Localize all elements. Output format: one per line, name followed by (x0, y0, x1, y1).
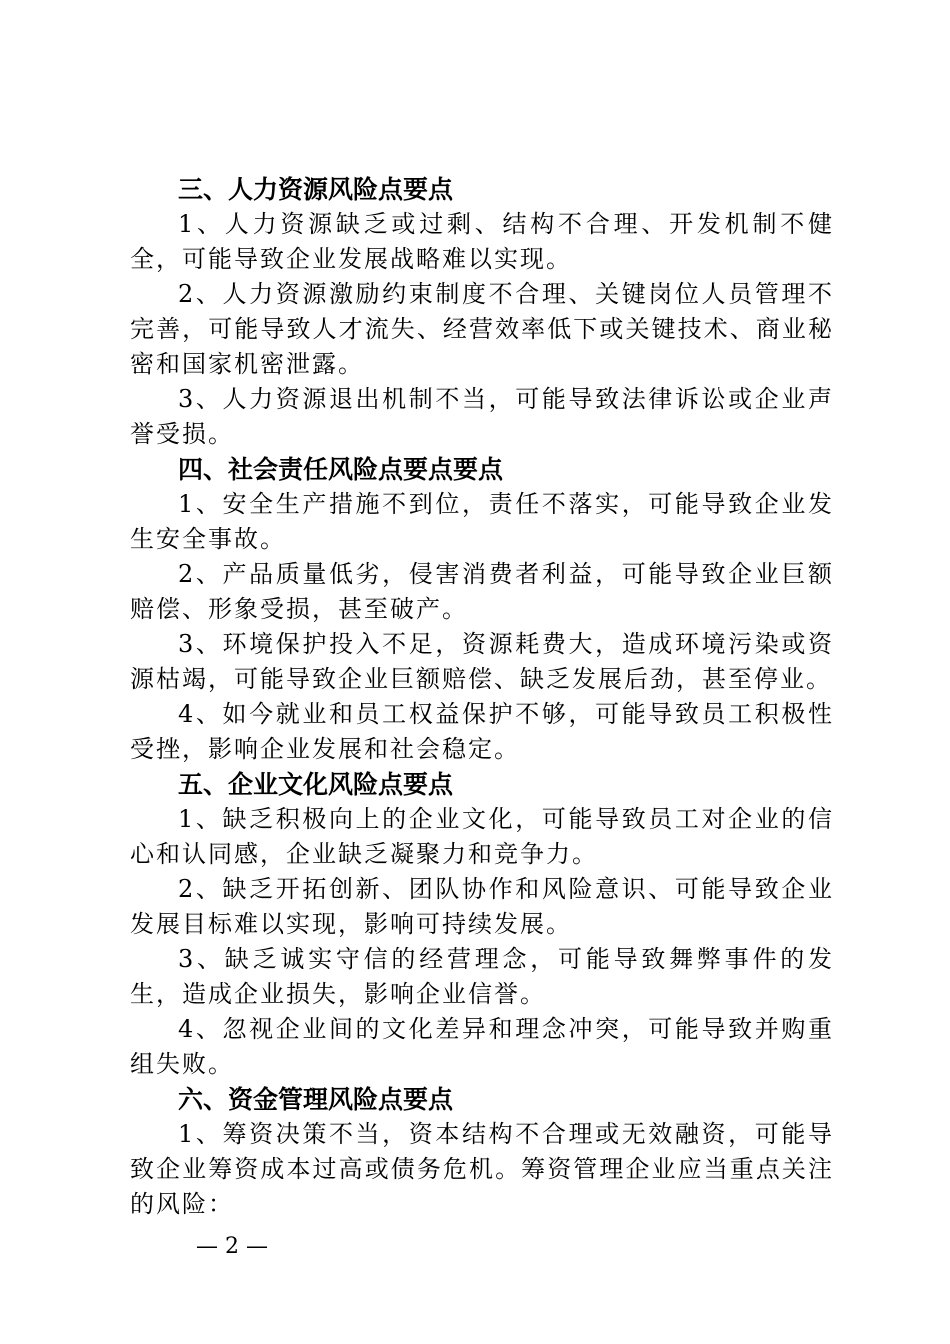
paragraph: 2、缺乏开拓创新、团队协作和风险意识、可能导致企业发展目标难以实现，影响可持续发展。 (130, 875, 834, 938)
section-corporate-culture (130, 767, 834, 1082)
paragraph: 4、忽视企业间的文化差异和理念冲突，可能导致并购重组失败。 (130, 1015, 834, 1078)
paragraph: 3、人力资源退出机制不当，可能导致法律诉讼或企业声誉受损。 (130, 385, 834, 448)
paragraph: 4、如今就业和员工权益保护不够，可能导致员工积极性受挫，影响企业发展和社会稳定。 (130, 700, 834, 763)
paragraph: 1、安全生产措施不到位，责任不落实，可能导致企业发生安全事故。 (130, 490, 834, 553)
section-heading: 六、资金管理风险点要点 (178, 1085, 454, 1114)
paragraph: 3、缺乏诚实守信的经营理念，可能导致舞弊事件的发生，造成企业损失，影响企业信誉。 (130, 945, 834, 1008)
paragraph: 2、产品质量低劣，侵害消费者利益，可能导致企业巨额赔偿、形象受损，甚至破产。 (130, 560, 834, 623)
document-body (130, 172, 834, 1222)
section-heading: 四、社会责任风险点要点要点 (178, 455, 504, 484)
section-heading: 五、企业文化风险点要点 (178, 770, 454, 799)
section-social-responsibility (130, 452, 834, 767)
section-fund-management (130, 1082, 834, 1222)
paragraph: 1、筹资决策不当，资本结构不合理或无效融资，可能导致企业筹资成本过高或债务危机。筹资管理企业应当重点关注的风险： (130, 1120, 834, 1218)
paragraph: 2、人力资源激励约束制度不合理、关键岗位人员管理不完善，可能导致人才流失、经营效率低下或关键技术、商业秘密和国家机密泄露。 (130, 280, 834, 378)
paragraph: 3、环境保护投入不足，资源耗费大，造成环境污染或资源枯竭，可能导致企业巨额赔偿、缺乏发展后劲，甚至停业。 (130, 630, 834, 693)
paragraph: 1、人力资源缺乏或过剩、结构不合理、开发机制不健全，可能导致企业发展战略难以实现。 (130, 210, 834, 273)
page-number: — 2 — (196, 1234, 268, 1259)
section-heading: 三、人力资源风险点要点 (178, 175, 454, 204)
paragraph: 1、缺乏积极向上的企业文化，可能导致员工对企业的信心和认同感，企业缺乏凝聚力和竞争力。 (130, 805, 834, 868)
section-human-resources (130, 172, 834, 452)
